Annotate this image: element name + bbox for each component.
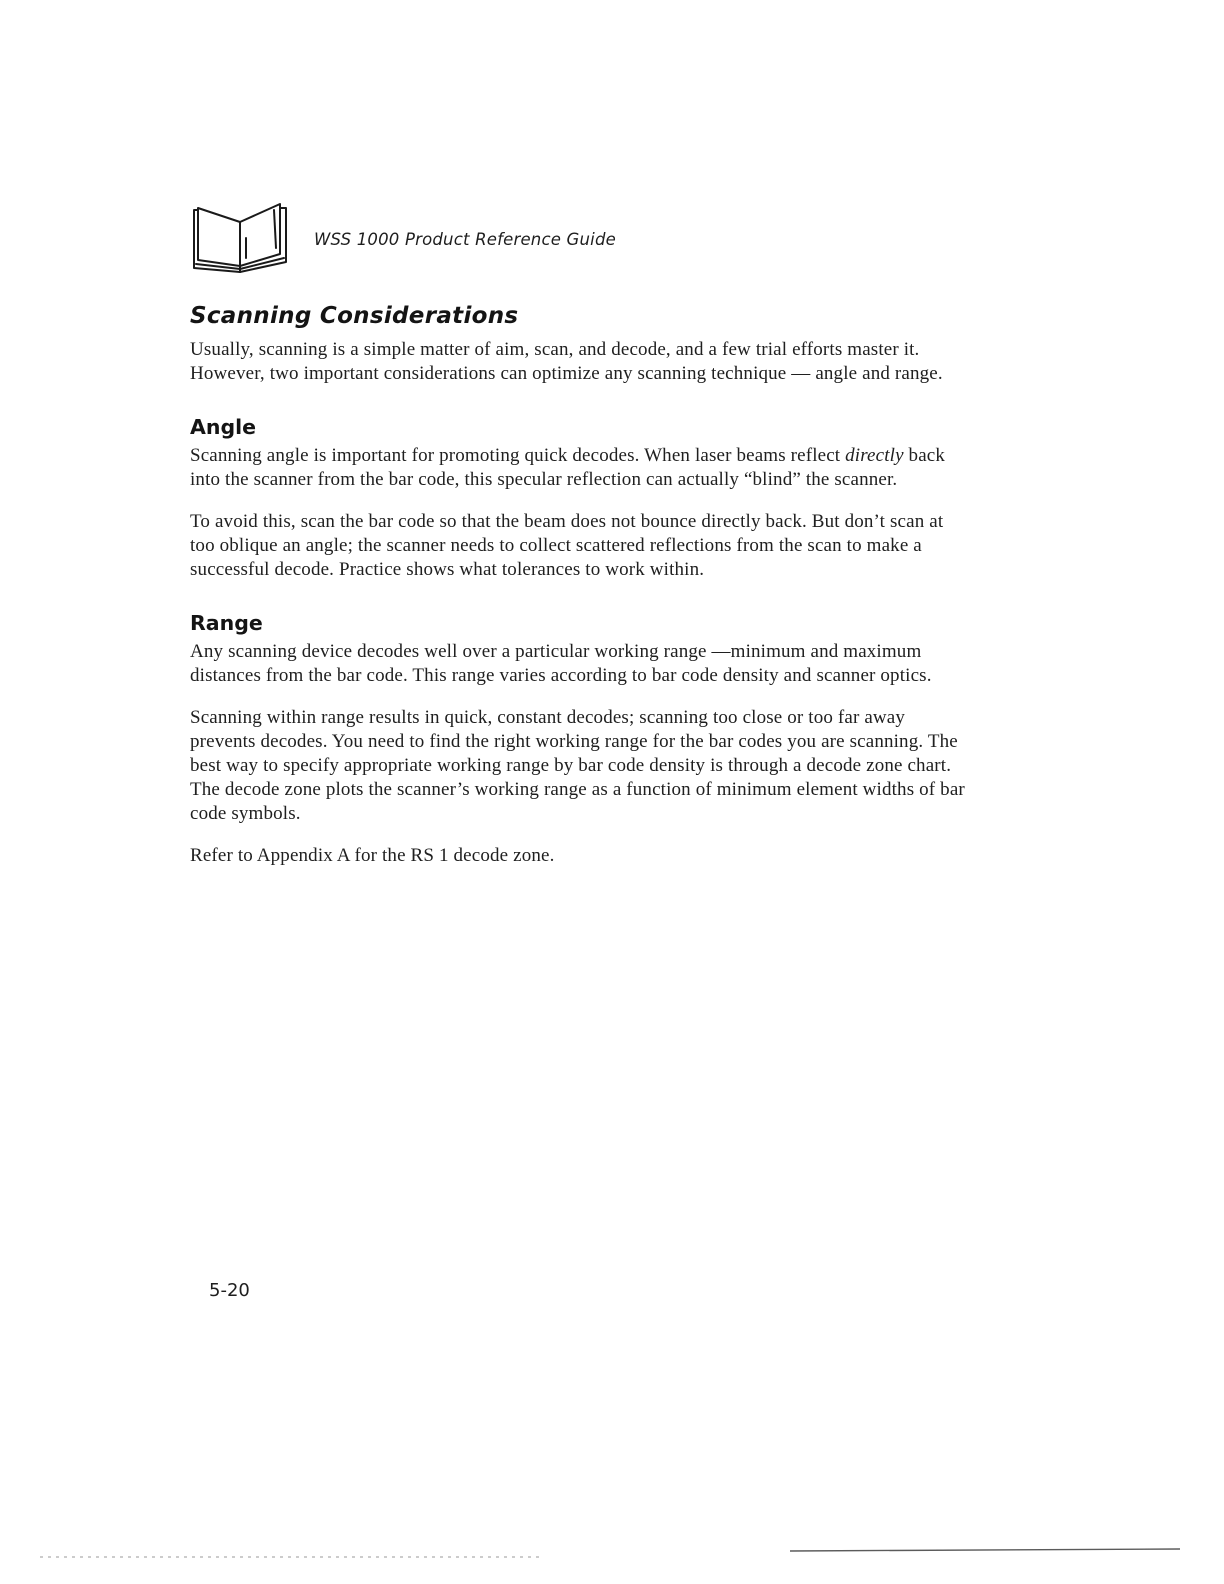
angle-paragraph-2: To avoid this, scan the bar code so that the beam does not bounce directly back. But don’t scan at too oblique an angle; the scanner needs to collect scattered reflections from the scan to make a successful decode. Practice shows what tolerances to work within.	[190, 511, 944, 580]
scan-edge-artifacts	[0, 1546, 1224, 1566]
emphasis-directly: directly	[845, 445, 904, 466]
page-number: 5-20	[209, 1280, 250, 1301]
range-paragraph-2: Scanning within range results in quick, constant decodes; scanning too close or too far away prevents decodes. You need to find the right working range for the bar codes you are scanning. The best way to specify appropriate working range by bar code density is through a decode zone chart. The decode zone plots the scanner’s working range as a function of minimum element widths of bar code symbols.	[190, 707, 965, 824]
angle-paragraph-1	[190, 444, 965, 492]
running-header	[188, 198, 788, 278]
running-title: WSS 1000 Product Reference Guide	[314, 230, 616, 249]
main-content	[190, 300, 965, 868]
open-book-icon	[188, 198, 290, 278]
section-title: Scanning Considerations	[190, 303, 519, 329]
angle-p1-text-start: Scanning angle is important for promoting quick decodes. When laser beams reflect	[190, 445, 846, 466]
range-heading: Range	[190, 611, 263, 635]
angle-p1-text-end: back into the scanner from the bar code, this specular reflection can actually “blind” the scanner.	[190, 445, 946, 490]
angle-heading: Angle	[190, 415, 257, 439]
range-paragraph-1: Any scanning device decodes well over a particular working range —minimum and maximum distances from the bar code. This range varies according to bar code density and scanner optics.	[190, 641, 932, 686]
range-paragraph-3: Refer to Appendix A for the RS 1 decode zone.	[190, 845, 555, 866]
intro-paragraph: Usually, scanning is a simple matter of aim, scan, and decode, and a few trial efforts master it. However, two important considerations can optimize any scanning technique — angle and range.	[190, 339, 943, 384]
